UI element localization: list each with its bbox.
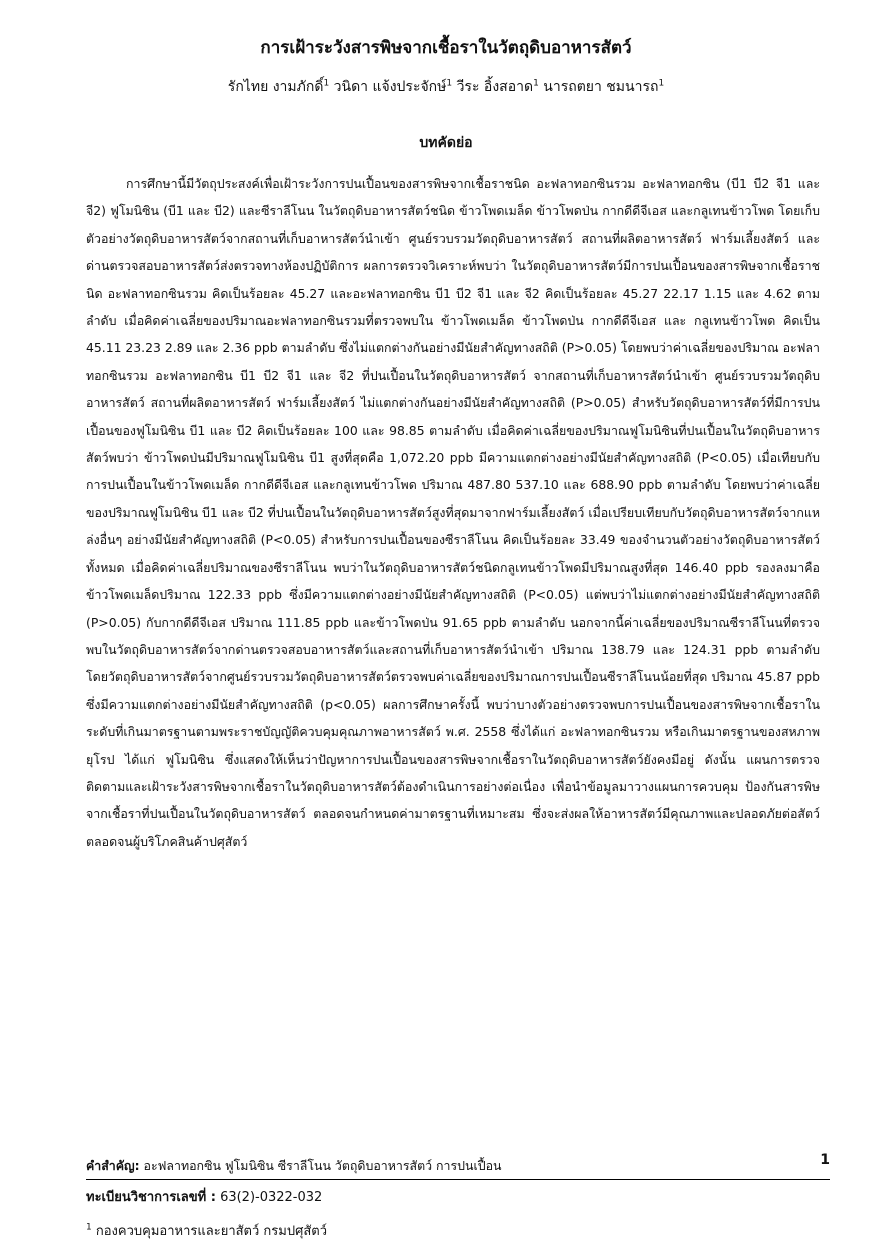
abstract-text: การศึกษานี้มีวัตถุประสงค์เพื่อเฝ้าระวังการปนเปื้อนของสารพิษจากเชื้อราชนิด อะฟลาทอกซินรวม อะฟลาทอกซิน (บี1 บี2 จี1 และ จี2) ฟูโมนิซิน (บี1 และ บี2) และซีราลีโนน ในวัตถุดิบอาหารสัตว์ชนิด ข้าวโพดเมล็ด ข้าวโพดป่น กากดีดีจีเอส และกลูเทนข้าวโพด โดยเก็บตัวอย่างวัตถุดิบอาหารสัตว์จากสถานที่เก็บอาหารสัตว์นำเข้า ศูนย์รวบรวมวัตถุดิบอาหารสัตว์ สถานที่ผลิตอาหารสัตว์ ฟาร์มเลี้ยงสัตว์ และด่านตรวจสอบอาหารสัตว์ส่งตรวจทางห้องปฏิบัติการ ผลการตรวจวิเคราะห์พบว่า ในวัตถุดิบอาหารสัตว์มีการปนเปื้อนของสารพิษจากเชื้อราชนิด อะฟลาทอกซินรวม คิดเป็นร้อยละ 45.27 และอะฟลาทอกซิน บี1 บี2 จี1 และ จี2 คิดเป็นร้อยละ 45.27 22.17 1.15 และ 4.62 ตามลำดับ เมื่อคิดค่าเฉลี่ยของปริมาณอะฟลาทอกซินรวมที่ตรวจพบใน ข้าวโพดเมล็ด ข้าวโพดป่น กากดีดีจีเอส และ กลูเทนข้าวโพด คิดเป็น 45.11 23.23 2.89 และ 2.36 ppb ตามลำดับ ซึ่งไม่แตกต่างกันอย่างมีนัยสำคัญทางสถิติ (P>0.05) โดยพบว่าค่าเฉลี่ยของปริมาณ อะฟลาทอกซินรวม อะฟลาทอกซิน บี1 บี2 จี1 และ จี2 ที่ปนเปื้อนในวัตถุดิบอาหารสัตว์ จากสถานที่เก็บอาหารสัตว์นำเข้า ศูนย์รวบรวมวัตถุดิบอาหารสัตว์ สถานที่ผลิตอาหารสัตว์ ฟาร์มเลี้ยงสัตว์ ไม่แตกต่างกันอย่างมีนัยสำคัญทางสถิติ (P>0.05) สำหรับวัตถุดิบอาหารสัตว์ที่มีการปนเปื้อนของฟูโมนิซิน บี1 และ บี2 คิดเป็นร้อยละ 100 และ 98.85 ตามลำดับ เมื่อคิดค่าเฉลี่ยของปริมาณฟูโมนิซินที่ปนเปื้อนในวัตถุดิบอาหารสัตว์พบว่า ข้าวโพดป่นมีปริมาณฟูโมนิซิน บี1 สูงที่สุดคือ 1,072.20 ppb มีความแตกต่างอย่างมีนัยสำคัญทางสถิติ (P<0.05) เมื่อเทียบกับการปนเปื้อนในข้าวโพดเมล็ด กากดีดีจีเอส และกลูเทนข้าวโพด ปริมาณ 487.80 537.10 และ 688.90 ppb ตามลำดับ โดยพบว่าค่าเฉลี่ยของปริมาณฟูโมนิซิน บี1 และ บี2 ที่ปนเปื้อนในวัตถุดิบอาหารสัตว์สูงที่สุดมาจากฟาร์มเลี้ยงสัตว์ เมื่อเปรียบเทียบกับวัตถุดิบอาหารสัตว์จากแหล่งอื่นๆ อย่างมีนัยสำคัญทางสถิติ (P<0.05) สำหรับการปนเปื้อนของซีราลีโนน คิดเป็นร้อยละ 33.49 ของจำนวนตัวอย่างวัตถุดิบอาหารสัตว์ทั้งหมด เมื่อคิดค่าเฉลี่ยปริมาณของซีราลีโนน พบว่าในวัตถุดิบอาหารสัตว์ชนิดกลูเทนข้าวโพดมีปริมาณสูงที่สุด 146.40 ppb รองลงมาคือข้าวโพดเมล็ดปริมาณ 122.33 ppb ซึ่งมีความแตกต่างอย่างมีนัยสำคัญทางสถิติ (P<0.05) แต่พบว่าไม่แตกต่างอย่างมีนัยสำคัญทางสถิติ (P>0.05) กับกากดีดีจีเอส ปริมาณ 111.85 ppb และข้าวโพดป่น 91.65 ppb ตามลำดับ นอกจากนี้ค่าเฉลี่ยของปริมาณซีราลีโนนที่ตรวจพบในวัตถุดิบอาหารสัตว์จากด่านตรวจสอบอาหารสัตว์และสถานที่เก็บอาหารสัตว์นำเข้า ปริมาณ 138.79 และ 124.31 ppb ตามลำดับ โดยวัตถุดิบอาหารสัตว์จากศูนย์รวบรวมวัตถุดิบอาหารสัตว์ตรวจพบค่าเฉลี่ยของปริมาณการปนเปื้อนซีราลีโนนน้อยที่สุด ปริมาณ 45.87 ppb ซึ่งมีความแตกต่างอย่างมีนัยสำคัญทางสถิติ (p<0.05) ผลการศึกษาครั้งนี้ พบว่าบางตัวอย่างตรวจพบการปนเปื้อนของสารพิษจากเชื้อราในระดับที่เกินมาตรฐานตามพระราชบัญญัติควบคุมคุณภาพอาหารสัตว์ พ.ศ. 2558 ซึ่งได้แก่ อะฟลาทอกซินรวม หรือเกินมาตรฐานของสหภาพยุโรป ได้แก่ ฟูโมนิซิน ซึ่งแสดงให้เห็นว่าปัญหาการปนเปื้อนของสารพิษจากเชื้อราในวัตถุดิบอาหารสัตว์ยังคงมีอยู่ ดังนั้น แผนการตรวจติดตามและเฝ้าระวังสารพิษจากเชื้อราในวัตถุดิบอาหารสัตว์ต้องดำเนินการอย่างต่อเนื่อง เพื่อนำข้อมูลมาวางแผนการควบคุม ป้องกันสารพิษจากเชื้อราที่ปนเปื้อนในวัตถุดิบอาหารสัตว์ ตลอดจนกำหนดค่ามาตรฐานที่เหมาะสม ซึ่งจะส่งผลให้อาหารสัตว์มีคุณภาพและปลอดภัยต่อสัตว์ตลอดจนผู้บริโภคสินค้าปศุสัตว์ [86, 176, 820, 849]
author-affiliation-marker: 1 [533, 78, 539, 89]
author-affiliation-marker: 1 [658, 78, 665, 89]
page-number: 1 [820, 1152, 830, 1168]
registration-label: ทะเบียนวิชาการเลขที่ : [86, 1190, 216, 1205]
keywords-line [86, 1154, 820, 1178]
author-affiliation-marker: 1 [446, 78, 453, 89]
affiliation-text: กองควบคุมอาหารและยาสัตว์ กรมปศุสัตว์ [95, 1224, 328, 1239]
keywords-label: คำสำคัญ: [86, 1158, 140, 1173]
author-line [60, 76, 832, 98]
affiliation-footnote [86, 1220, 327, 1241]
author-name: รักไทย งามภักดิ์ [227, 79, 324, 95]
author-name: วนิดา แจ้งประจักษ์ [333, 79, 447, 95]
author-name: วีระ อิ้งสอาด [456, 79, 534, 95]
registration-line [86, 1186, 322, 1207]
registration-number: 63(2)-0322-032 [220, 1190, 323, 1205]
affiliation-marker: 1 [86, 1222, 92, 1233]
abstract-heading: บทคัดย่อ [419, 135, 473, 151]
author-affiliation-marker: 1 [323, 78, 330, 89]
author-name: นารถตยา ชมนารถ [543, 79, 659, 95]
paper-title: การเฝ้าระวังสารพิษจากเชื้อราในวัตถุดิบอาหารสัตว์ [260, 38, 632, 58]
keywords-text: อะฟลาทอกซิน ฟูโมนิซิน ซีราลีโนน วัตถุดิบอาหารสัตว์ การปนเปื้อน [143, 1158, 502, 1173]
footnote-divider [86, 1179, 830, 1180]
